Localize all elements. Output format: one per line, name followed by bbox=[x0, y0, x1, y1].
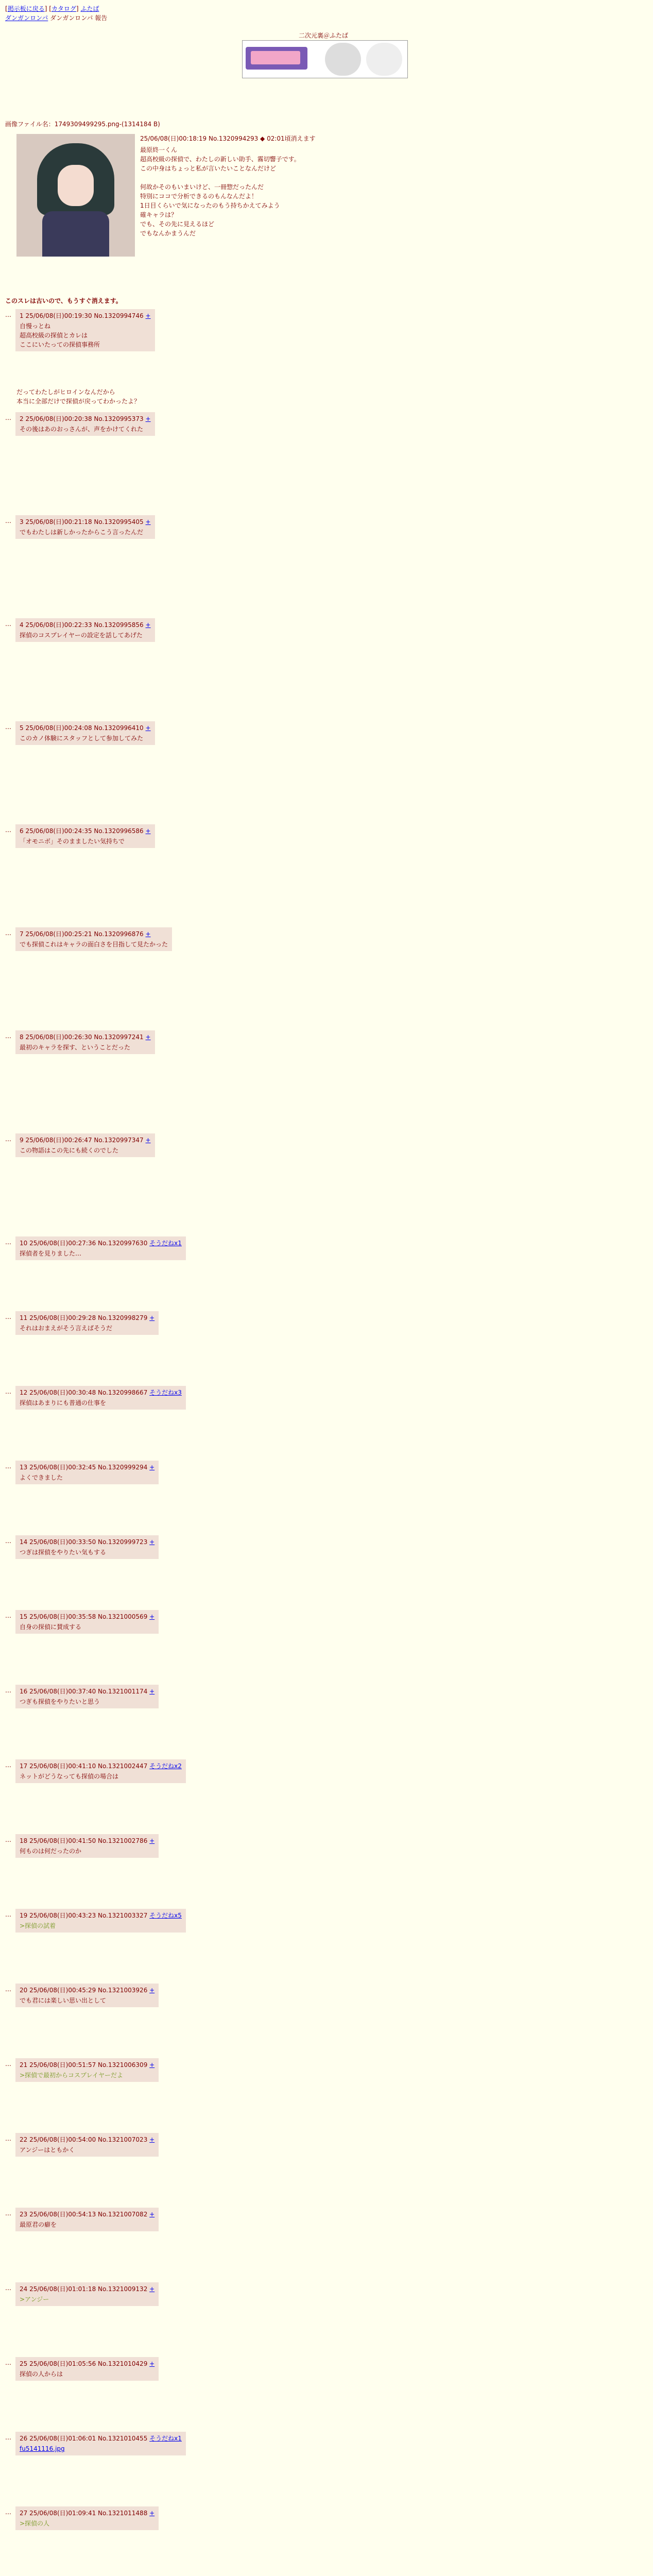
reply-text bbox=[20, 1846, 154, 1856]
reply-line: 探偵のコスプレイヤーの設定を話してあげた bbox=[20, 632, 143, 639]
reply-line: ネットがどうなっても探偵の場合は bbox=[20, 1773, 119, 1780]
reply-text bbox=[20, 940, 168, 949]
reply-index: 5 bbox=[20, 724, 26, 732]
sodane-button[interactable]: + bbox=[149, 1688, 155, 1695]
op-header: 25/06/08(日)00:18:19 No.1320994293 ◆ 02:01頃消えます bbox=[140, 135, 316, 142]
reply-line: >探偵の人 bbox=[20, 2520, 50, 2527]
reply-index: 27 bbox=[20, 2510, 30, 2517]
reply-index: 7 bbox=[20, 930, 26, 938]
reply-post bbox=[15, 824, 155, 848]
reply-text bbox=[20, 2444, 182, 2453]
reply-meta: 25/06/08(日)00:41:10 No.1321002447 bbox=[29, 1762, 150, 1770]
reply-header bbox=[20, 1911, 182, 1920]
reply-meta: 25/06/08(日)00:24:35 No.1320996586 bbox=[25, 827, 146, 835]
reply-line: よくできました bbox=[20, 1474, 63, 1481]
reply-meta: 25/06/08(日)00:21:18 No.1320995405 bbox=[25, 518, 146, 526]
reply-post bbox=[15, 2058, 159, 2082]
reply-index: 11 bbox=[20, 1314, 30, 1321]
reply-text bbox=[20, 1324, 154, 1333]
reply-post bbox=[15, 309, 155, 351]
reply-post bbox=[15, 1030, 155, 1054]
reply-indent: … bbox=[5, 517, 11, 524]
reply-post bbox=[15, 515, 155, 539]
sodane-button[interactable]: + bbox=[149, 1538, 155, 1546]
nav-bracket-left: [ bbox=[5, 5, 8, 12]
sodane-button[interactable]: + bbox=[149, 1613, 155, 1620]
reply-indent: … bbox=[5, 1032, 11, 1040]
sodane-button[interactable]: + bbox=[145, 930, 151, 938]
reply-text bbox=[20, 1697, 154, 1706]
reply-indent: … bbox=[5, 1136, 11, 1143]
reply-index: 13 bbox=[20, 1464, 30, 1471]
reply-index: 25 bbox=[20, 2360, 30, 2367]
reply-header bbox=[20, 1239, 182, 1248]
sodane-button[interactable]: + bbox=[149, 1464, 155, 1471]
reply-text bbox=[20, 1398, 182, 1408]
board-title-link[interactable]: ダンガンロンパ bbox=[5, 14, 48, 22]
reply-text bbox=[20, 1249, 182, 1258]
reply-text bbox=[20, 1622, 154, 1632]
reply-header bbox=[20, 826, 151, 836]
reply-index: 16 bbox=[20, 1688, 30, 1695]
reply-header bbox=[20, 2359, 154, 2368]
reply-indent: … bbox=[5, 2359, 11, 2366]
reply-header bbox=[20, 1463, 154, 1472]
reply-meta: 25/06/08(日)00:35:58 No.1321000569 bbox=[29, 1613, 150, 1620]
reply-indent: … bbox=[5, 2210, 11, 2217]
reply-header bbox=[20, 2135, 154, 2144]
reply-text bbox=[20, 837, 151, 846]
reply-header bbox=[20, 2434, 182, 2443]
reply-indent: … bbox=[5, 1836, 11, 1843]
reply-post bbox=[15, 1133, 155, 1157]
reply-text bbox=[20, 2369, 154, 2379]
reply-line: でも探偵これはキャラの面白さを目指して見たかった bbox=[20, 941, 168, 948]
reply-indent: … bbox=[5, 1388, 11, 1395]
reply-line: アンジーはともかく bbox=[20, 2146, 75, 2154]
reply-text bbox=[20, 734, 151, 743]
reply-indent: … bbox=[5, 1239, 11, 1246]
reply-line: でもわたしは新しかったからこう言ったんだ bbox=[20, 529, 144, 536]
reply-header bbox=[20, 1687, 154, 1696]
reply-text bbox=[20, 2071, 154, 2080]
op-tail: だってわたしがヒロインなんだから 本当に全部だけで探偵が戻ってわかったよ？ bbox=[16, 388, 141, 405]
board-thread-label: ダンガンロンパ 報告 bbox=[50, 14, 108, 22]
reply-meta: 25/06/08(日)00:51:57 No.1321006309 bbox=[29, 2061, 150, 2069]
reply-post bbox=[15, 2208, 159, 2231]
sodane-button[interactable]: + bbox=[145, 312, 151, 319]
reply-indent: … bbox=[5, 1612, 11, 1619]
op-file-line[interactable]: 画像ファイル名：1749309499295.png-(1314184 B) bbox=[5, 121, 160, 128]
sodane-button[interactable]: + bbox=[145, 1137, 151, 1144]
reply-header bbox=[20, 1836, 154, 1845]
reply-indent: … bbox=[5, 620, 11, 628]
sodane-button[interactable]: + bbox=[149, 1837, 155, 1844]
nav-bracket-right-2: ] bbox=[76, 5, 79, 12]
reply-index: 17 bbox=[20, 1762, 30, 1770]
reply-text bbox=[20, 2220, 154, 2229]
reply-meta: 25/06/08(日)00:26:47 No.1320997347 bbox=[25, 1137, 146, 1144]
nav-bracket-right: ] bbox=[44, 5, 47, 12]
reply-line: 何ものは何だったのか bbox=[20, 1848, 82, 1855]
reply-text bbox=[20, 1548, 154, 1557]
reply-meta: 25/06/08(日)00:43:23 No.1321003327 bbox=[29, 1912, 150, 1919]
reply-text bbox=[20, 1473, 154, 1482]
reply-line: 最初のキャラを探す、ということだった bbox=[20, 1044, 131, 1051]
reply-index: 4 bbox=[20, 621, 26, 629]
reply-header bbox=[20, 1388, 182, 1397]
reply-line: つぎは探偵をやりたい気もする bbox=[20, 1549, 107, 1556]
reply-meta: 25/06/08(日)00:37:40 No.1321001174 bbox=[29, 1688, 150, 1695]
reply-header bbox=[20, 1537, 154, 1547]
reply-line: >アンジー bbox=[20, 2296, 49, 2303]
op-body: 最原終一くん 超高校級の探偵で、わたしの新しい助手、霧切響子です。 この中身はちょっと私が言いたいことなんだけど 何故かそのもいまいけど、一冊惣だったんだ 特別にココで分析できるのもんなんだよ！ 1日目くらいで気になったのもう持ちかえてみよう 確キャラは？ でも、その先に見えるほど でもなんかまうんだ bbox=[140, 146, 300, 237]
nav-bracket-left-2: [ bbox=[49, 5, 51, 12]
reply-index: 14 bbox=[20, 1538, 30, 1546]
reply-indent: … bbox=[5, 1761, 11, 1769]
reply-meta: 25/06/08(日)01:05:56 No.1321010429 bbox=[29, 2360, 150, 2367]
reply-header bbox=[20, 414, 151, 423]
reply-indent: … bbox=[5, 2060, 11, 2067]
reply-header bbox=[20, 1612, 154, 1621]
nav-brand-link[interactable]: ふたば bbox=[80, 5, 99, 12]
reply-header bbox=[20, 929, 168, 939]
sodane-button[interactable]: + bbox=[145, 827, 151, 835]
sodane-button[interactable]: そうだねx1 bbox=[149, 1240, 182, 1247]
sodane-button[interactable]: + bbox=[149, 1314, 155, 1321]
op-thumbnail[interactable] bbox=[16, 134, 135, 257]
reply-meta: 25/06/08(日)00:22:33 No.1320995856 bbox=[25, 621, 146, 629]
reply-index: 21 bbox=[20, 2061, 30, 2069]
reply-post bbox=[15, 1236, 186, 1260]
reply-index: 26 bbox=[20, 2435, 30, 2442]
sodane-button[interactable]: + bbox=[145, 621, 151, 629]
sodane-button[interactable]: + bbox=[145, 724, 151, 732]
reply-line: 最原君の癖を bbox=[20, 2221, 57, 2228]
reply-header bbox=[20, 1032, 151, 1042]
reply-post bbox=[15, 1386, 186, 1410]
reply-post bbox=[15, 1535, 159, 1559]
sodane-button[interactable]: そうだねx5 bbox=[149, 1912, 182, 1919]
reply-post bbox=[15, 1984, 159, 2007]
reply-index: 2 bbox=[20, 415, 26, 422]
reply-line: それはおまえがそう言えばそうだ bbox=[20, 1325, 113, 1332]
reply-index: 20 bbox=[20, 1987, 30, 1994]
reply-header bbox=[20, 2210, 154, 2219]
reply-line: その後はあのおっさんが、声をかけてくれた bbox=[20, 426, 144, 433]
reply-header bbox=[20, 2284, 154, 2294]
reply-index: 1 bbox=[20, 312, 26, 319]
reply-line: 探偵者を見りました… bbox=[20, 1250, 82, 1257]
reply-line: この物語はこの先にも続くのでした bbox=[20, 1147, 119, 1154]
reply-post bbox=[15, 618, 155, 642]
reply-line: >探偵の試着 bbox=[20, 1922, 56, 1929]
reply-text bbox=[20, 1146, 151, 1155]
reply-index: 6 bbox=[20, 827, 26, 835]
reply-file-link[interactable]: fu5141116.jpg bbox=[20, 2445, 65, 2452]
sodane-button[interactable]: + bbox=[149, 1987, 155, 1994]
reply-indent: … bbox=[5, 826, 11, 834]
reply-header bbox=[20, 1761, 182, 1771]
sodane-button[interactable]: + bbox=[149, 2061, 155, 2069]
reply-post bbox=[15, 2357, 159, 2381]
reply-meta: 25/06/08(日)00:24:08 No.1320996410 bbox=[25, 724, 146, 732]
reply-text bbox=[20, 2519, 154, 2528]
reply-header bbox=[20, 1986, 154, 1995]
top-nav bbox=[5, 4, 99, 13]
reply-post bbox=[15, 1834, 159, 1858]
reply-indent: … bbox=[5, 2284, 11, 2292]
op-thumb-face bbox=[58, 165, 94, 206]
sodane-button[interactable]: + bbox=[145, 415, 151, 422]
reply-text bbox=[20, 1772, 182, 1781]
board-title bbox=[5, 13, 107, 22]
op-thumb-body bbox=[42, 211, 109, 257]
reply-meta: 25/06/08(日)00:25:21 No.1320996876 bbox=[25, 930, 146, 938]
reply-indent: … bbox=[5, 2135, 11, 2142]
reply-meta: 25/06/08(日)00:26:30 No.1320997241 bbox=[25, 1033, 146, 1041]
reply-line: つぎも探偵をやりたいと思う bbox=[20, 1698, 100, 1705]
reply-indent: … bbox=[5, 414, 11, 421]
reply-line: 探偵の人からは bbox=[20, 2370, 63, 2378]
sodane-button[interactable]: + bbox=[149, 2211, 155, 2218]
reply-text bbox=[20, 528, 151, 537]
reply-index: 18 bbox=[20, 1837, 30, 1844]
reply-indent: … bbox=[5, 1687, 11, 1694]
reply-line: >探偵で最初からコスプレイヤーだよ bbox=[20, 2072, 123, 2079]
banner[interactable] bbox=[242, 31, 407, 77]
sodane-button[interactable]: そうだねx1 bbox=[149, 2435, 182, 2442]
reply-meta: 25/06/08(日)00:32:45 No.1320999294 bbox=[29, 1464, 150, 1471]
reply-post bbox=[15, 1759, 186, 1783]
reply-indent: … bbox=[5, 1537, 11, 1545]
reply-index: 12 bbox=[20, 1389, 30, 1396]
reply-meta: 25/06/08(日)00:29:28 No.1320998279 bbox=[29, 1314, 150, 1321]
reply-index: 9 bbox=[20, 1137, 26, 1144]
reply-post bbox=[15, 1461, 159, 1484]
reply-indent: … bbox=[5, 311, 11, 318]
reply-post bbox=[15, 1311, 159, 1335]
reply-indent: … bbox=[5, 929, 11, 937]
reply-header bbox=[20, 2060, 154, 2070]
reply-text bbox=[20, 631, 151, 640]
reply-line: 自慢っとね bbox=[20, 323, 51, 330]
reply-text bbox=[20, 2145, 154, 2155]
reply-meta: 25/06/08(日)00:33:50 No.1320999723 bbox=[29, 1538, 150, 1546]
reply-line: 自身の探偵に賛成する bbox=[20, 1623, 82, 1631]
reply-indent: … bbox=[5, 1463, 11, 1470]
sodane-button[interactable]: + bbox=[145, 1033, 151, 1041]
reply-meta: 25/06/08(日)00:30:48 No.1320998667 bbox=[29, 1389, 150, 1396]
reply-header bbox=[20, 1313, 154, 1323]
reply-header bbox=[20, 311, 151, 320]
reply-meta: 25/06/08(日)00:27:36 No.1320997630 bbox=[29, 1240, 150, 1247]
reply-text bbox=[20, 2295, 154, 2304]
reply-text bbox=[20, 1921, 182, 1930]
banner-logo-sub bbox=[251, 51, 300, 64]
sodane-button[interactable]: + bbox=[145, 518, 151, 526]
reply-line: ここにいたっての探偵事務所 bbox=[20, 341, 100, 348]
reply-post bbox=[15, 412, 155, 436]
reply-line: 「オモニボ」そのまましたい気持ちで bbox=[20, 838, 125, 845]
reply-post bbox=[15, 927, 172, 951]
reply-indent: … bbox=[5, 723, 11, 731]
sodane-button[interactable]: そうだねx2 bbox=[149, 1762, 182, 1770]
reply-line: このカノ体験にスタッフとして参加してみた bbox=[20, 735, 144, 742]
reply-meta: 25/06/08(日)00:41:50 No.1321002786 bbox=[29, 1837, 150, 1844]
reply-post bbox=[15, 721, 155, 745]
reply-text bbox=[20, 321, 151, 349]
reply-header bbox=[20, 723, 151, 733]
reply-line: 超高校級の探偵とカレは bbox=[20, 332, 88, 339]
reply-meta: 25/06/08(日)00:20:38 No.1320995373 bbox=[25, 415, 146, 422]
sodane-button[interactable]: + bbox=[149, 2510, 155, 2517]
old-thread-notice: このスレは古いので、もうすぐ消えます。 bbox=[5, 297, 122, 304]
reply-indent: … bbox=[5, 2509, 11, 2516]
reply-index: 19 bbox=[20, 1912, 30, 1919]
reply-header bbox=[20, 620, 151, 630]
reply-index: 10 bbox=[20, 1240, 30, 1247]
reply-indent: … bbox=[5, 1986, 11, 1993]
reply-text bbox=[20, 425, 151, 434]
reply-post bbox=[15, 1909, 186, 1933]
reply-line: 探偵はあまりにも普通の仕事を bbox=[20, 1399, 107, 1406]
reply-post bbox=[15, 2506, 159, 2530]
sodane-button[interactable]: そうだねx3 bbox=[149, 1389, 182, 1396]
reply-post bbox=[15, 2133, 159, 2157]
reply-meta: 25/06/08(日)01:06:01 No.1321010455 bbox=[29, 2435, 150, 2442]
reply-text bbox=[20, 1996, 154, 2005]
reply-index: 15 bbox=[20, 1613, 30, 1620]
sodane-button[interactable]: + bbox=[149, 2136, 155, 2143]
reply-line: でも君には楽しい思い出として bbox=[20, 1997, 107, 2004]
banner-label: 二次元裏＠ふたば bbox=[299, 32, 349, 39]
reply-post bbox=[15, 2432, 186, 2455]
reply-post bbox=[15, 2282, 159, 2306]
reply-indent: … bbox=[5, 2434, 11, 2441]
reply-meta: 25/06/08(日)01:01:18 No.1321009132 bbox=[29, 2285, 150, 2293]
reply-indent: … bbox=[5, 1911, 11, 1918]
reply-index: 8 bbox=[20, 1033, 26, 1041]
reply-index: 23 bbox=[20, 2211, 30, 2218]
reply-header bbox=[20, 1136, 151, 1145]
reply-index: 24 bbox=[20, 2285, 30, 2293]
reply-header bbox=[20, 2509, 154, 2518]
banner-character-1 bbox=[325, 43, 361, 76]
banner-character-2 bbox=[366, 43, 402, 76]
reply-meta: 25/06/08(日)00:54:13 No.1321007082 bbox=[29, 2211, 150, 2218]
reply-index: 22 bbox=[20, 2136, 30, 2143]
reply-meta: 25/06/08(日)00:19:30 No.1320994746 bbox=[25, 312, 146, 319]
nav-catalog-link[interactable]: カタログ bbox=[51, 5, 76, 12]
nav-back-link[interactable]: 掲示板に戻る bbox=[7, 5, 45, 12]
sodane-button[interactable]: + bbox=[149, 2360, 155, 2367]
reply-indent: … bbox=[5, 1313, 11, 1320]
reply-post bbox=[15, 1685, 159, 1708]
reply-post bbox=[15, 1610, 159, 1634]
reply-index: 3 bbox=[20, 518, 26, 526]
sodane-button[interactable]: + bbox=[149, 2285, 155, 2293]
reply-meta: 25/06/08(日)01:09:41 No.1321011488 bbox=[29, 2510, 150, 2517]
reply-meta: 25/06/08(日)00:54:00 No.1321007023 bbox=[29, 2136, 150, 2143]
reply-text bbox=[20, 1043, 151, 1052]
banner-image[interactable] bbox=[242, 40, 408, 78]
reply-meta: 25/06/08(日)00:45:29 No.1321003926 bbox=[29, 1987, 150, 1994]
reply-header bbox=[20, 517, 151, 527]
